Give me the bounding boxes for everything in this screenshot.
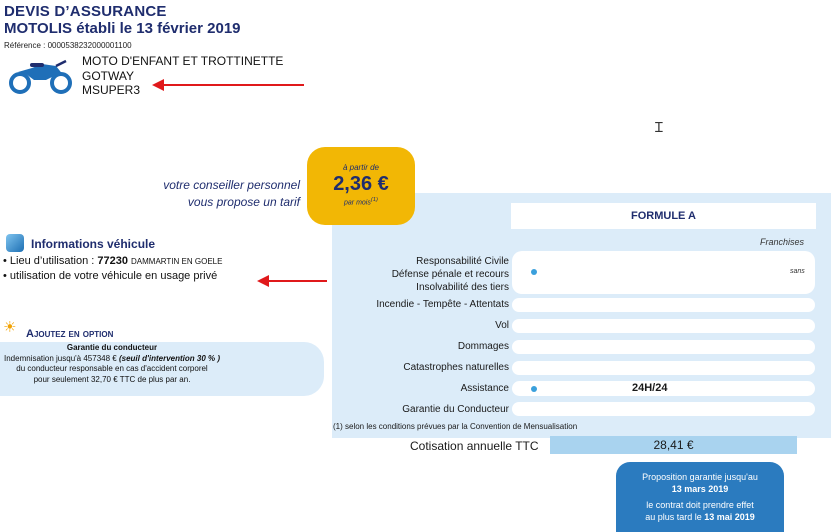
guarantee-label-driver: Garantie du Conducteur bbox=[402, 404, 509, 415]
postal-code: 77230 bbox=[97, 255, 128, 267]
city: DAMMARTIN EN GOELE bbox=[131, 257, 223, 266]
monthly-price: 2,36 € bbox=[333, 173, 389, 195]
price-badge bbox=[307, 147, 415, 225]
guarantee-row-fire bbox=[512, 298, 815, 312]
annotation-arrow-usage bbox=[255, 274, 329, 288]
validity-date-2: 13 mai 2019 bbox=[704, 512, 755, 522]
annual-premium-label: Cotisation annuelle TTC bbox=[410, 439, 539, 453]
annotation-arrow-vehicle bbox=[150, 78, 306, 92]
vehicle-type: MOTO D'ENFANT ET TROTTINETTE bbox=[82, 54, 284, 68]
option-box-title: Garantie du conducteur bbox=[66, 343, 158, 352]
option-line-3: pour seulement 32,70 € TTC de plus par an. bbox=[33, 374, 191, 384]
per-month-label: par mois bbox=[344, 199, 371, 207]
document-subtitle: MOTOLIS établi le 13 février 2019 bbox=[4, 20, 241, 37]
option-title: Ajoutez en option bbox=[26, 328, 114, 340]
franchises-header: Franchises bbox=[760, 237, 805, 247]
advisor-text bbox=[120, 177, 300, 211]
info-section-title: Informations véhicule bbox=[31, 237, 156, 251]
info-icon bbox=[6, 234, 24, 252]
option-line-2: du conducteur responsable en cas d'accident corporel bbox=[16, 364, 208, 373]
vehicle-model: MSUPER3 bbox=[82, 83, 141, 97]
guarantee-row-rc bbox=[512, 251, 815, 294]
annual-premium-value: 28,41 € bbox=[550, 436, 797, 454]
option-description bbox=[0, 343, 224, 385]
mensualisation-footnote: (1) selon les conditions prévues par la Convention de Mensualisation bbox=[333, 422, 578, 431]
usage-location-label: • Lieu d’utilisation : bbox=[3, 255, 98, 267]
guarantee-label-damage: Dommages bbox=[457, 341, 509, 352]
guarantee-label-fire: Incendie - Tempête - Attentats bbox=[376, 299, 509, 310]
validity-line-2: le contrat doit prendre effet bbox=[646, 500, 754, 510]
franchise-rc: sans bbox=[790, 268, 805, 275]
motorcycle-icon bbox=[8, 58, 74, 94]
advisor-line-1: votre conseiller personnel bbox=[163, 178, 300, 192]
text-cursor-icon: Ɪ bbox=[655, 119, 663, 135]
validity-line-3 bbox=[616, 511, 784, 523]
guarantee-label-rc-text: Responsabilité Civile Défense pénale et recours Insolvabilité des tiers bbox=[391, 256, 509, 293]
validity-box bbox=[616, 462, 784, 532]
reference-number: Référence : 0000538232000001100 bbox=[4, 41, 132, 50]
guarantee-row-driver bbox=[512, 402, 815, 416]
guarantee-label-assistance: Assistance bbox=[460, 383, 509, 394]
included-dot-assistance bbox=[531, 386, 537, 392]
usage-location bbox=[3, 255, 222, 267]
guarantee-label-rc bbox=[392, 255, 509, 294]
guarantee-row-damage bbox=[512, 340, 815, 354]
price-from-label: à partir de bbox=[342, 163, 380, 172]
guarantee-label-theft: Vol bbox=[495, 320, 509, 331]
advisor-line-2: vous propose un tarif bbox=[187, 195, 300, 209]
validity-line-3-prefix: au plus tard le bbox=[645, 512, 705, 522]
usage-type: • utilisation de votre véhicule en usage privé bbox=[3, 270, 218, 282]
vehicle-brand: GOTWAY bbox=[82, 68, 134, 83]
price-period bbox=[307, 197, 415, 206]
included-dot-rc bbox=[531, 269, 537, 275]
guarantee-row-theft bbox=[512, 319, 815, 333]
option-threshold: (seuil d'intervention 30 % ) bbox=[118, 353, 220, 363]
guarantee-row-natcat bbox=[512, 361, 815, 375]
document-title: DEVIS D’ASSURANCE bbox=[4, 3, 167, 20]
guarantee-label-natcat: Catastrophes naturelles bbox=[403, 362, 509, 373]
validity-line-1: Proposition garantie jusqu'au bbox=[642, 472, 758, 482]
formula-title: FORMULE A bbox=[511, 203, 816, 229]
sun-icon: ☀ bbox=[3, 319, 17, 336]
option-line-1 bbox=[0, 354, 224, 365]
option-line-1-prefix: Indemnisation jusqu'à 457348 € bbox=[4, 353, 119, 363]
price-footnote-mark: (1) bbox=[370, 197, 378, 203]
assistance-value: 24H/24 bbox=[632, 382, 668, 394]
validity-date-1: 13 mars 2019 bbox=[671, 484, 729, 494]
